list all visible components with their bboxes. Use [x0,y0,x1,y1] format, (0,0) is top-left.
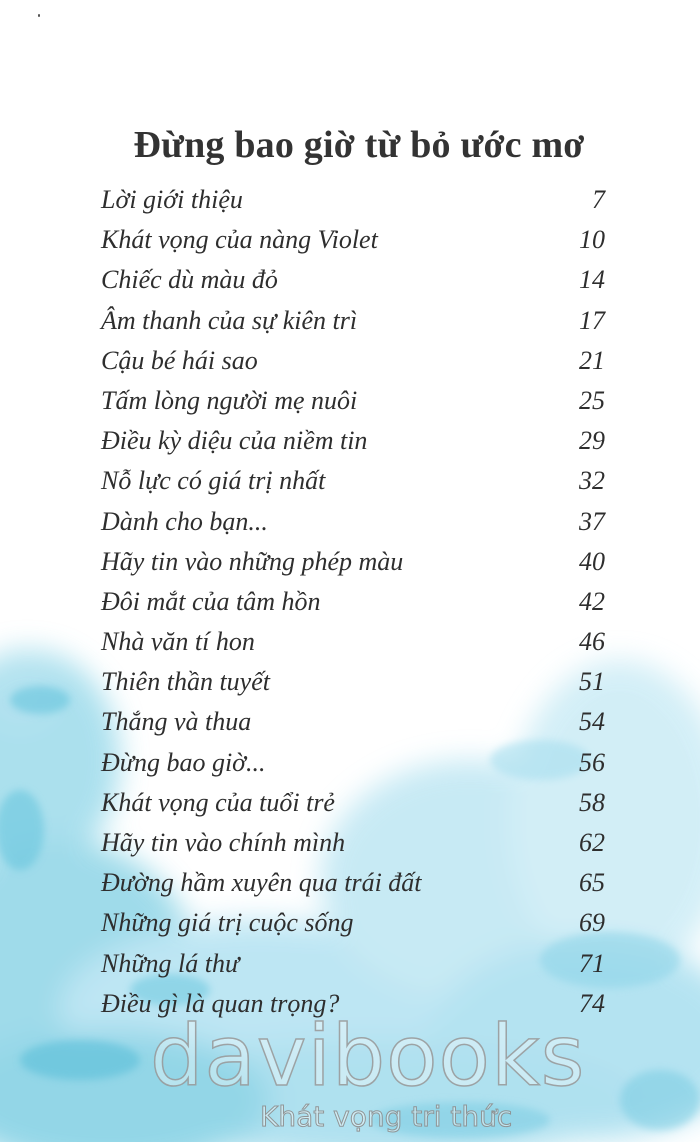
toc-entry-page-number: 65 [579,868,605,898]
toc-entry-title: Nỗ lực có giá trị nhất [101,466,326,496]
toc-entry-title: Chiếc dù màu đỏ [101,265,278,295]
toc-entry-title: Thiên thần tuyết [101,667,270,697]
toc-entry-page-number: 74 [579,988,605,1018]
toc-entry-page-number: 29 [579,426,605,456]
toc-entry-title: Âm thanh của sự kiên trì [101,305,358,335]
toc-entry-page-number: 37 [579,506,605,536]
toc-entry-title: Điều gì là quan trọng? [101,988,340,1018]
toc-entry-page-number: 62 [579,828,605,857]
toc-entry [101,461,605,501]
toc-entry-page-number: 14 [579,265,605,295]
toc-entry-page-number: 51 [579,667,605,697]
toc-entry [101,542,605,582]
toc-entry [101,944,605,984]
toc-entry-title: Lời giới thiệu [101,185,243,214]
toc-entry [101,341,605,381]
toc-entry-page-number: 17 [579,305,605,335]
toc-entry [101,863,605,903]
toc-entry-title: Tấm lòng người mẹ nuôi [101,385,358,415]
toc-entry [101,421,605,461]
watermark-tagline: Khát vọng tri thức [260,1100,513,1133]
toc-entry-title: Đừng bao giờ... [101,747,266,777]
dust-speck [38,14,40,17]
toc-entry-page-number: 40 [579,546,605,576]
toc-entry [101,984,605,1024]
toc-entry-page-number: 21 [579,345,605,375]
toc-entry [101,903,605,943]
toc-entry-title: Đường hầm xuyên qua trái đất [101,868,422,898]
toc-entry [101,502,605,542]
toc-entry [101,743,605,783]
toc-entry-title: Những lá thư [101,948,240,978]
page-title: Đừng bao giờ từ bỏ ước mơ [133,124,585,167]
toc-entry-page-number: 56 [579,747,605,777]
toc-entry-title: Những giá trị cuộc sống [101,908,354,938]
toc-entry-page-number: 32 [579,466,605,496]
toc-entry-page-number: 25 [579,385,605,415]
toc-entry-title: Nhà văn tí hon [101,627,255,657]
toc-entry [101,381,605,421]
toc-entry-title: Cậu bé hái sao [101,345,258,375]
toc-entry-title: Điều kỳ diệu của niềm tin [101,426,368,456]
toc-entry-title: Khát vọng của nàng Violet [101,225,378,255]
toc-entry [101,582,605,622]
toc-entry [101,702,605,742]
toc-entry-page-number: 58 [579,787,605,817]
toc-entry-page-number: 7 [592,185,605,214]
toc-entry [101,220,605,260]
toc-entry-title: Hãy tin vào những phép màu [101,546,404,576]
toc-entry-page-number: 54 [579,707,605,737]
toc-entry-title: Thắng và thua [101,707,252,737]
toc-entry-title: Đôi mắt của tâm hồn [101,586,321,616]
toc-entry [101,180,605,220]
toc-entry-page-number: 46 [579,627,605,657]
toc-entry [101,260,605,300]
toc-entry-title: Hãy tin vào chính mình [101,828,346,857]
toc-entry-page-number: 71 [579,948,605,978]
toc-entry-title: Khát vọng của tuổi trẻ [101,787,335,817]
toc-entry [101,662,605,702]
watermark-logo: davibooks [150,1007,586,1105]
toc-entry-title: Dành cho bạn... [101,506,268,536]
toc-entry [101,622,605,662]
toc-entry-page-number: 10 [579,225,605,255]
toc-entry [101,823,605,863]
toc-entry [101,301,605,341]
toc-entry-page-number: 69 [579,908,605,938]
toc-entry-page-number: 42 [579,586,605,616]
toc-entry [101,783,605,823]
table-of-contents [101,180,605,1024]
